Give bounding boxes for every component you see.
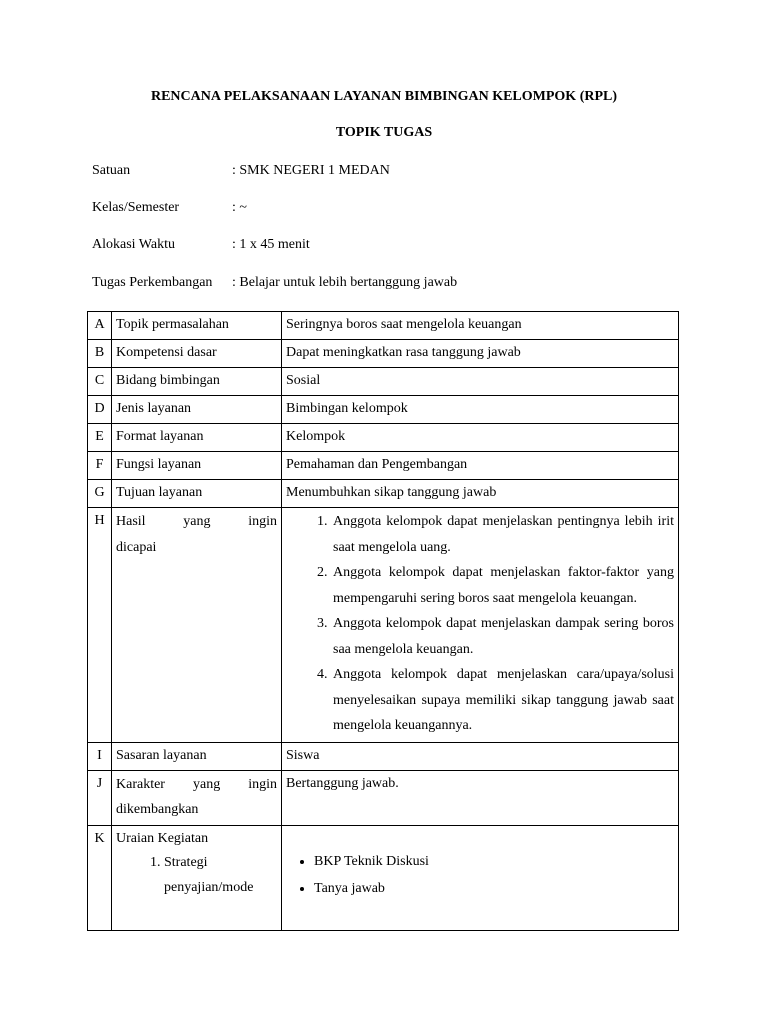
row-value xyxy=(282,825,679,930)
meta-label: Tugas Perkembangan xyxy=(92,275,213,290)
row-label: Jenis layanan xyxy=(112,396,282,424)
row-label-line: Uraian Kegiatan xyxy=(116,830,209,846)
sub-label-line: penyajian/mode xyxy=(164,879,254,895)
meta-row-satuan xyxy=(92,163,390,179)
row-label: Topik permasalahan xyxy=(112,312,282,340)
row-letter: J xyxy=(88,770,112,825)
meta-label: Alokasi Waktu xyxy=(92,237,175,252)
row-label xyxy=(112,508,282,743)
list-item: 3. Anggota kelompok dapat menjelaskan dampak sering boros saa mengelola keuangan. xyxy=(331,611,674,662)
meta-row-tugas xyxy=(92,275,457,291)
row-letter: A xyxy=(88,312,112,340)
list-item: 4. Anggota kelompok dapat menjelaskan cara/upaya/solusi menyelesaikan supaya memiliki sikap tanggung jawab saat mengelola keuangannya. xyxy=(331,662,674,739)
row-label-line: dikembangkan xyxy=(116,801,199,817)
sub-label-line: Strategi xyxy=(164,854,208,870)
row-value: Siswa xyxy=(282,742,679,770)
row-value: Seringnya boros saat mengelola keuangan xyxy=(282,312,679,340)
document-subtitle: TOPIK TUGAS xyxy=(335,125,433,140)
row-letter: B xyxy=(88,340,112,368)
row-value: Pemahaman dan Pengembangan xyxy=(282,452,679,480)
table-row xyxy=(88,396,679,424)
meta-label: Satuan xyxy=(92,163,131,178)
row-letter: F xyxy=(88,452,112,480)
row-label xyxy=(112,825,282,930)
list-item: • BKP Teknik Diskusi xyxy=(314,848,674,875)
row-label: Fungsi layanan xyxy=(112,452,282,480)
row-letter: K xyxy=(88,825,112,930)
list-item xyxy=(164,850,277,900)
table-row xyxy=(88,424,679,452)
row-value: Bimbingan kelompok xyxy=(282,396,679,424)
row-label-line: dicapai xyxy=(116,539,157,555)
row-label-line: Hasil yang ingin xyxy=(116,514,277,529)
meta-value: : ~ xyxy=(232,200,247,215)
table-row xyxy=(88,480,679,508)
row-label: Tujuan layanan xyxy=(112,480,282,508)
meta-row-kelas xyxy=(92,200,247,216)
table-row xyxy=(88,312,679,340)
table-row xyxy=(88,770,679,825)
row-letter: H xyxy=(88,508,112,743)
row-value: Kelompok xyxy=(282,424,679,452)
uraian-sub-list xyxy=(116,850,277,900)
row-value: Sosial xyxy=(282,368,679,396)
row-letter: E xyxy=(88,424,112,452)
table-row xyxy=(88,742,679,770)
table-row xyxy=(88,368,679,396)
table-row-hasil xyxy=(88,508,679,743)
meta-row-alokasi xyxy=(92,237,310,253)
row-letter: D xyxy=(88,396,112,424)
row-letter: I xyxy=(88,742,112,770)
meta-value: : 1 x 45 menit xyxy=(232,237,310,252)
table-row xyxy=(88,452,679,480)
row-label: Sasaran layanan xyxy=(112,742,282,770)
meta-value: : SMK NEGERI 1 MEDAN xyxy=(232,163,390,178)
list-item: • Tanya jawab xyxy=(314,875,674,902)
list-item: 1. Anggota kelompok dapat menjelaskan pentingnya lebih irit saat mengelola uang. xyxy=(331,509,674,560)
meta-label: Kelas/Semester xyxy=(92,200,180,215)
row-letter: C xyxy=(88,368,112,396)
row-value xyxy=(282,508,679,743)
document-title: RENCANA PELAKSANAAN LAYANAN BIMBINGAN KELOMPOK (RPL) xyxy=(150,89,618,104)
rpl-table xyxy=(87,311,679,931)
row-label xyxy=(112,770,282,825)
row-label: Kompetensi dasar xyxy=(112,340,282,368)
meta-value: : Belajar untuk lebih bertanggung jawab xyxy=(232,275,458,290)
table-row xyxy=(88,825,679,930)
table-row xyxy=(88,340,679,368)
row-label: Format layanan xyxy=(112,424,282,452)
hasil-list xyxy=(286,509,674,739)
row-label-line: Karakter yang ingin xyxy=(116,776,277,792)
list-item: 2. Anggota kelompok dapat menjelaskan faktor-faktor yang mempengaruhi sering boros saat mengelola keuangan. xyxy=(331,560,674,611)
row-value: Dapat meningkatkan rasa tanggung jawab xyxy=(282,340,679,368)
row-value: Menumbuhkan sikap tanggung jawab xyxy=(282,480,679,508)
row-label: Bidang bimbingan xyxy=(112,368,282,396)
uraian-bullets xyxy=(286,848,674,902)
row-letter: G xyxy=(88,480,112,508)
row-value: Bertanggung jawab. xyxy=(282,770,679,825)
